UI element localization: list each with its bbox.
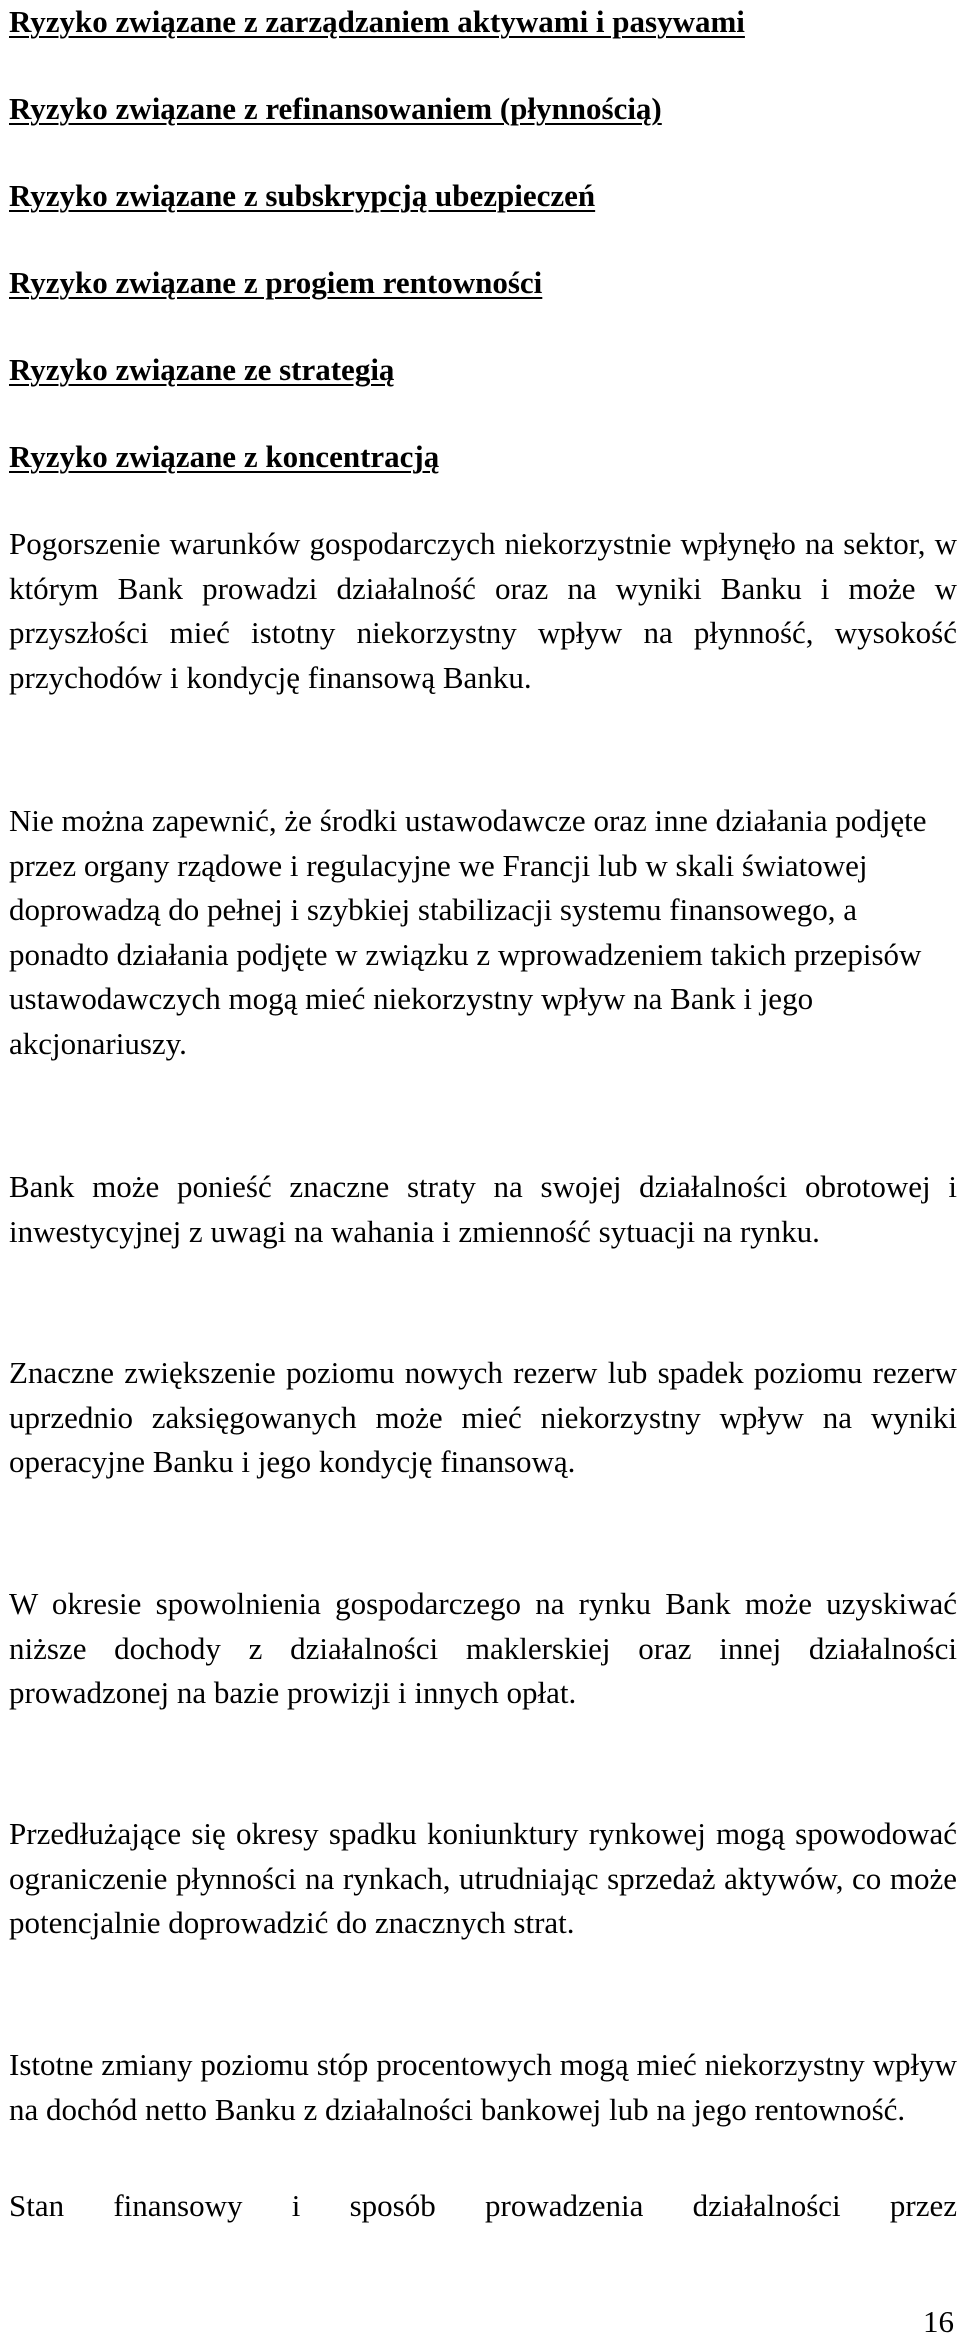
paragraph-economic-conditions: Pogorszenie warunków gospodarczych niekorzystnie wpłynęło na sektor, w którym Bank prowadzi działalność oraz na wyniki Banku i może w przyszłości mieć istotny niekorzystny wpływ na płynność, wysokość przychodów i kondycję finansową Banku. bbox=[9, 526, 957, 695]
paragraph-market-downturn: Przedłużające się okresy spadku koniunktury rynkowej mogą spowodować ograniczenie płynności na rynkach, utrudniając sprzedaż aktywów, co może potencjalnie doprowadzić do znacznych strat. bbox=[9, 1816, 957, 1940]
heading-insurance-underwriting-risk: Ryzyko związane z subskrypcją ubezpieczeń bbox=[9, 178, 596, 213]
paragraph-financial-condition: Stan finansowy i sposób prowadzenia działalności przez bbox=[9, 2188, 957, 2223]
heading-breakeven-risk: Ryzyko związane z progiem rentowności bbox=[9, 265, 543, 300]
heading-concentration-risk: Ryzyko związane z koncentracją bbox=[9, 439, 440, 474]
heading-asset-liability-risk: Ryzyko związane z zarządzaniem aktywami i pasywami bbox=[9, 4, 745, 39]
paragraph-interest-rates: Istotne zmiany poziomu stóp procentowych mogą mieć niekorzystny wpływ na dochód netto Banku z działalności bankowej lub na jego rentowność. bbox=[9, 2047, 957, 2127]
paragraph-trading-losses: Bank może ponieść znaczne straty na swojej działalności obrotowej i inwestycyjnej z uwagi na wahania i zmienność sytuacji na rynku. bbox=[9, 1169, 957, 1249]
heading-strategy-risk: Ryzyko związane ze strategią bbox=[9, 352, 395, 387]
page-number: 16 bbox=[923, 2304, 954, 2339]
paragraph-brokerage-income: W okresie spowolnienia gospodarczego na rynku Bank może uzyskiwać niższe dochody z działalności maklerskiej oraz innej działalności prowadzonej na bazie prowizji i innych opłat. bbox=[9, 1586, 957, 1710]
paragraph-provisions: Znaczne zwiększenie poziomu nowych rezerw lub spadek poziomu rezerw uprzednio zaksięgowanych może mieć niekorzystny wpływ na wyniki operacyjne Banku i jego kondycję finansową. bbox=[9, 1355, 957, 1479]
paragraph-legislative-measures: Nie można zapewnić, że środki ustawodawcze oraz inne działania podjęte przez organy rządowe i regulacyjne we Francji lub w skali światowej doprowadzą do pełnej i szybkiej stabilizacji systemu finansowego, a ponadto działania podjęte w związku z wprowadzeniem takich przepisów ustawodawczych mogą mieć niekorzystny wpływ na Bank i jego akcjonariuszy. bbox=[9, 803, 927, 1061]
heading-refinancing-risk: Ryzyko związane z refinansowaniem (płynnością) bbox=[9, 91, 662, 126]
